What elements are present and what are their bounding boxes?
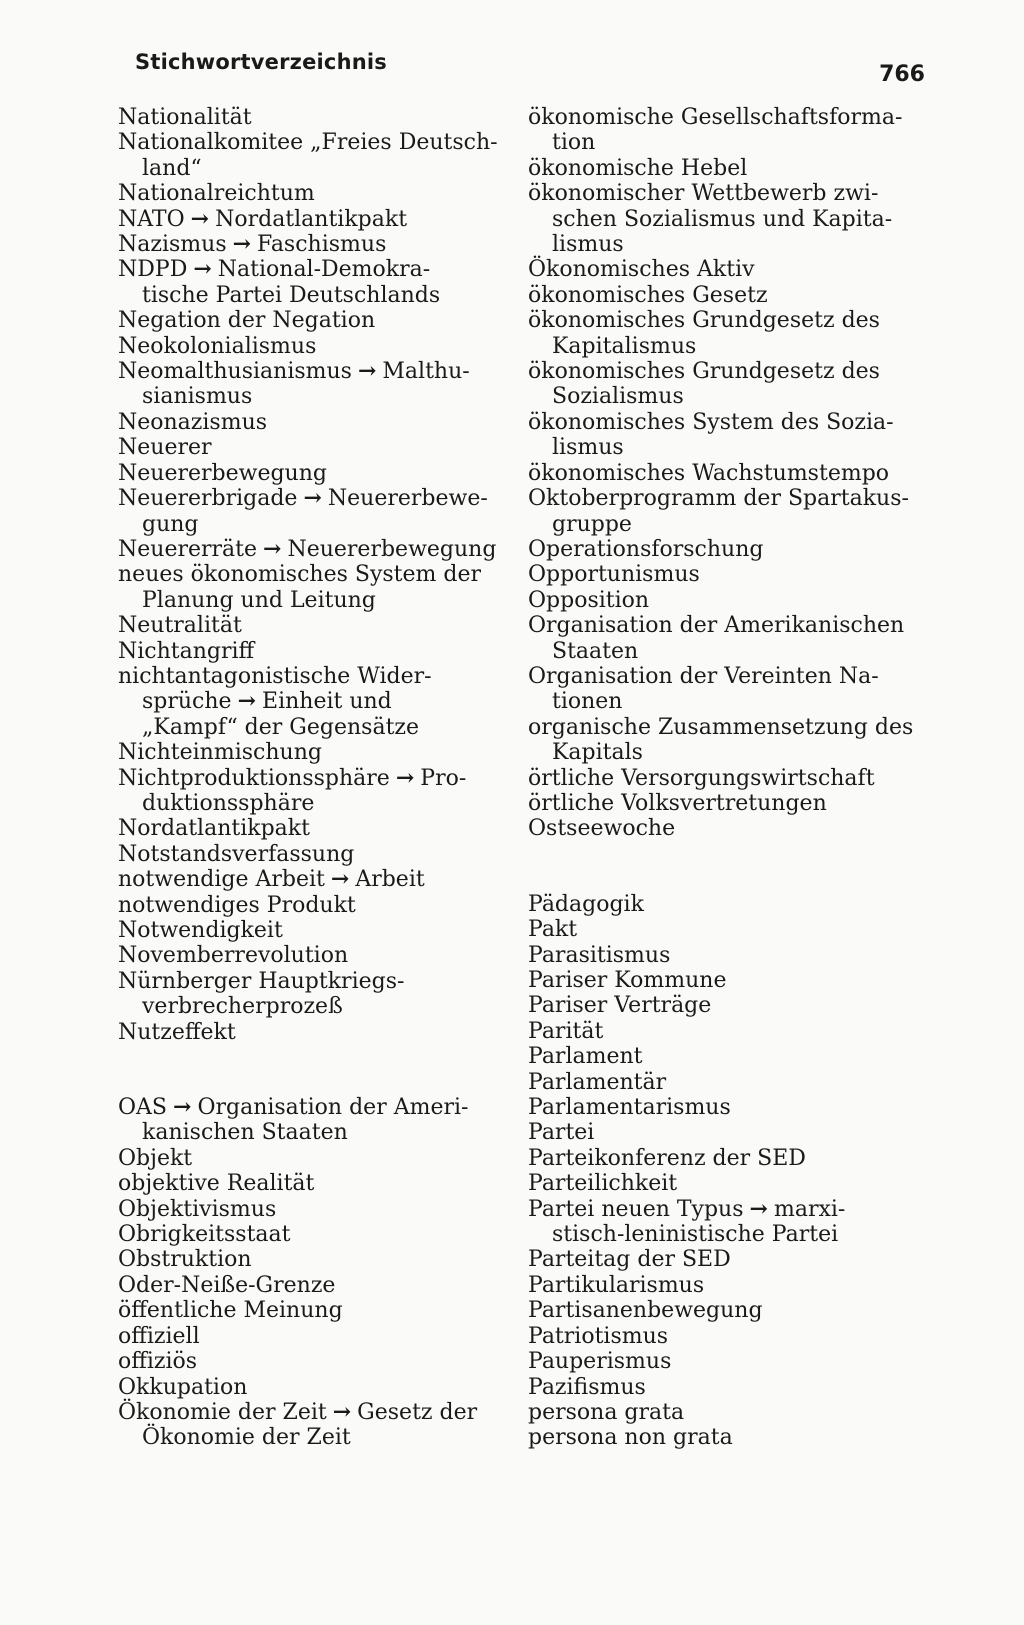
- index-entry: [118, 689, 513, 740]
- entry-continuation: verbrecherprozeß: [142, 994, 343, 1020]
- index-entry: [118, 1400, 513, 1451]
- index-entry: [528, 816, 938, 841]
- index-entry: [528, 791, 938, 816]
- index-entry: [528, 1171, 938, 1196]
- index-entry: [528, 1375, 938, 1400]
- index-entry: [118, 1349, 513, 1374]
- index-entry: [528, 537, 938, 562]
- entry-term: offiziell: [118, 1323, 200, 1349]
- index-entry: [528, 1400, 938, 1425]
- entry-term: Oktoberprogramm der Spartakus-: [528, 486, 909, 512]
- entry-term: Parasitismus: [528, 942, 671, 968]
- index-entry: [528, 257, 938, 282]
- entry-term: Parteilichkeit: [528, 1171, 678, 1197]
- entry-term: Opportunismus: [528, 562, 700, 588]
- index-entry: [528, 410, 938, 461]
- index-entry: [118, 207, 513, 232]
- entry-first-line: [118, 1095, 468, 1120]
- entry-reference: Faschismus: [257, 232, 387, 258]
- entry-term: Neokolonialismus: [118, 333, 317, 359]
- entry-term: Parlament: [528, 1044, 643, 1070]
- entry-term: Oder-Neiße-Grenze: [118, 1272, 336, 1298]
- entry-term: neues ökonomisches System der: [118, 562, 481, 588]
- index-column-left: [118, 105, 513, 1451]
- entry-term: Nichtangriff: [118, 638, 255, 664]
- entry-term: persona grata: [528, 1399, 685, 1425]
- index-entry: [118, 562, 513, 613]
- index-entry: [118, 232, 513, 257]
- entry-term: Pakt: [528, 917, 578, 943]
- entry-term: Nichtproduktionssphäre: [118, 765, 390, 791]
- index-entry: [118, 1197, 513, 1222]
- entry-continuation: Ökonomie der Zeit: [142, 1425, 351, 1451]
- entry-term: ökonomische Gesellschaftsforma-: [528, 105, 903, 130]
- index-entry: [118, 1247, 513, 1272]
- index-entry: [118, 766, 513, 817]
- entry-term: ökonomische Hebel: [528, 155, 748, 181]
- index-entry: [528, 1019, 938, 1044]
- entry-term: objektive Realität: [118, 1171, 315, 1197]
- index-entry: [118, 1298, 513, 1323]
- entry-first-line: [118, 486, 488, 511]
- index-entry: [118, 257, 513, 308]
- index-entry: [118, 918, 513, 943]
- index-entry: [528, 283, 938, 308]
- index-entry: [118, 1222, 513, 1247]
- index-entry: [528, 181, 938, 257]
- entry-reference: Arbeit: [355, 867, 425, 893]
- entry-term: Opposition: [528, 587, 650, 613]
- entry-reference: Organisation der Ameri-: [197, 1095, 469, 1121]
- entry-term: ökonomisches Gesetz: [528, 282, 768, 308]
- entry-reference: marxi-: [773, 1196, 846, 1222]
- index-entry: [528, 105, 938, 156]
- index-entry: [118, 181, 513, 206]
- entry-continuation: Planung und Leitung: [142, 587, 376, 613]
- entry-term: Pädagogik: [528, 891, 644, 917]
- index-entry: [118, 1324, 513, 1349]
- entry-term: Organisation der Amerikanischen: [528, 613, 905, 639]
- index-entry: [528, 917, 938, 942]
- index-entry: [118, 359, 513, 410]
- index-section-o-continued: [528, 105, 938, 842]
- entry-reference: Nordatlantikpakt: [215, 206, 408, 232]
- entry-term: Obstruktion: [118, 1247, 252, 1273]
- see-reference-arrow-icon: →: [193, 256, 212, 283]
- entry-term: Nazismus: [118, 232, 227, 258]
- entry-term: NDPD: [118, 257, 188, 283]
- entry-first-line: [118, 537, 496, 562]
- index-section-n: [118, 105, 513, 1045]
- index-column-right: [528, 105, 938, 1451]
- index-entry: [528, 308, 938, 359]
- entry-continuation: kanischen Staaten: [142, 1120, 348, 1146]
- entry-term: Patriotismus: [528, 1323, 669, 1349]
- entry-term: Pazifismus: [528, 1374, 646, 1400]
- entry-continuation: tische Partei Deutschlands: [142, 282, 441, 308]
- index-entry: [118, 1020, 513, 1045]
- entry-term: Nationalkomitee „Freies Deutsch-: [118, 130, 498, 156]
- see-reference-arrow-icon: →: [303, 485, 322, 512]
- entry-term: OAS: [118, 1095, 167, 1121]
- entry-first-line: [118, 766, 466, 791]
- entry-term: ökonomisches Grundgesetz des: [528, 308, 880, 334]
- entry-term: Objekt: [118, 1145, 193, 1171]
- entry-first-line: [118, 1400, 477, 1425]
- index-entry: [528, 892, 938, 917]
- index-entry: [528, 1324, 938, 1349]
- index-entry: [118, 130, 513, 181]
- entry-term: Ökonomie der Zeit: [118, 1399, 327, 1425]
- entry-term: Pauperismus: [528, 1349, 672, 1375]
- entry-term: persona non grata: [528, 1425, 733, 1451]
- entry-first-line: [118, 867, 425, 892]
- entry-term: Parteitag der SED: [528, 1247, 731, 1273]
- index-entry: [528, 766, 938, 791]
- see-reference-arrow-icon: →: [173, 1094, 192, 1121]
- entry-continuation: duktionssphäre: [142, 790, 315, 816]
- entry-term: Ostseewoche: [528, 816, 676, 842]
- entry-term: Parteikonferenz der SED: [528, 1145, 806, 1171]
- entry-reference: Gesetz der: [357, 1399, 478, 1425]
- entry-term: Neonazismus: [118, 409, 268, 435]
- entry-term: örtliche Volksvertretungen: [528, 790, 827, 816]
- index-entry: [118, 410, 513, 435]
- index-entry: [118, 1146, 513, 1171]
- index-entry: [118, 105, 513, 130]
- section-gap: [528, 842, 938, 892]
- entry-first-line: [118, 359, 470, 384]
- entry-term: Obrigkeitsstaat: [118, 1222, 291, 1248]
- entry-term: Novemberrevolution: [118, 943, 349, 969]
- entry-term: Neuererräte: [118, 536, 258, 562]
- entry-term: Partei neuen Typus: [528, 1196, 744, 1222]
- entry-term: Neutralität: [118, 613, 242, 639]
- entry-continuation: tionen: [552, 689, 623, 715]
- see-reference-arrow-icon: →: [330, 866, 350, 893]
- index-entry: [118, 435, 513, 460]
- entry-term: offiziös: [118, 1349, 198, 1375]
- index-entry: [528, 1197, 938, 1248]
- entry-term: Ökonomisches Aktiv: [528, 257, 755, 283]
- see-reference-arrow-icon: →: [237, 688, 257, 715]
- entry-term: Parlamentarismus: [528, 1095, 731, 1121]
- index-entry: [118, 308, 513, 333]
- entry-reference: Neuererbewe-: [327, 486, 488, 512]
- see-reference-arrow-icon: →: [332, 1398, 352, 1425]
- entry-continuation: Kapitalismus: [552, 333, 697, 359]
- index-entry: [118, 1375, 513, 1400]
- index-entry: [118, 486, 513, 537]
- index-entry: [528, 1044, 938, 1069]
- entry-continuation: gruppe: [552, 511, 632, 537]
- entry-continuation: Sozialismus: [552, 384, 684, 410]
- index-entry: [118, 1171, 513, 1196]
- index-entry: [528, 943, 938, 968]
- index-entry: [528, 562, 938, 587]
- index-entry: [528, 359, 938, 410]
- entry-term: Nichteinmischung: [118, 740, 322, 766]
- entry-reference: Einheit und: [262, 689, 392, 715]
- entry-continuation: sianismus: [142, 384, 253, 410]
- index-entry: [528, 993, 938, 1018]
- index-entry: [528, 1298, 938, 1323]
- entry-term: Parität: [528, 1018, 604, 1044]
- entry-term: organische Zusammensetzung des: [528, 714, 914, 740]
- see-reference-arrow-icon: →: [232, 231, 252, 258]
- section-gap: [118, 1045, 513, 1095]
- entry-term: Nutzeffekt: [118, 1019, 236, 1045]
- entry-term: Nationalität: [118, 105, 252, 130]
- entry-continuation: Kapitals: [552, 740, 643, 766]
- index-entry: [528, 968, 938, 993]
- entry-first-line: [118, 207, 407, 232]
- entry-term: ökonomisches Grundgesetz des: [528, 359, 880, 385]
- entry-term: Pariser Verträge: [528, 993, 712, 1019]
- entry-term: Partikularismus: [528, 1272, 705, 1298]
- index-entry: [528, 715, 938, 766]
- index-entry: [528, 486, 938, 537]
- entry-term: Nordatlantikpakt: [118, 816, 310, 842]
- index-entry: [528, 1146, 938, 1171]
- index-section-o: [118, 1095, 513, 1451]
- entry-term: ökonomischer Wettbewerb zwi-: [528, 181, 879, 207]
- entry-term: Partei: [528, 1120, 595, 1146]
- entry-term: öffentliche Meinung: [118, 1298, 343, 1324]
- entry-reference: National-Demokra-: [217, 257, 431, 283]
- running-head: Stichwortverzeichnis: [135, 50, 387, 74]
- entry-term: Nationalreichtum: [118, 181, 315, 207]
- see-reference-arrow-icon: →: [357, 358, 377, 385]
- entry-reference: Neuererbewegung: [287, 536, 497, 562]
- index-entry: [118, 969, 513, 1020]
- entry-continuation: lismus: [552, 232, 624, 258]
- index-entry: [528, 461, 938, 486]
- entry-term: ökonomisches Wachstumstempo: [528, 460, 890, 486]
- see-reference-arrow-icon: →: [395, 764, 415, 791]
- index-entry: [528, 1425, 938, 1450]
- see-reference-arrow-icon: →: [190, 205, 210, 232]
- entry-continuation: lismus: [552, 435, 624, 461]
- index-entry: [528, 1273, 938, 1298]
- entry-term: Negation der Negation: [118, 308, 376, 334]
- entry-first-line: [118, 689, 513, 714]
- index-entry: [118, 1095, 513, 1146]
- entry-continuation: schen Sozialismus und Kapita-: [552, 206, 893, 232]
- entry-term: Partisanenbewegung: [528, 1298, 763, 1324]
- entry-term: Notstandsverfassung: [118, 841, 355, 867]
- see-reference-arrow-icon: →: [263, 535, 282, 562]
- entry-term: Pariser Kommune: [528, 968, 727, 993]
- index-entry: [528, 1070, 938, 1095]
- entry-term: sprüche: [142, 689, 232, 715]
- entry-term: örtliche Versorgungswirtschaft: [528, 765, 875, 791]
- entry-term: Parlamentär: [528, 1069, 667, 1095]
- index-entry: [118, 740, 513, 765]
- index-entry: [528, 613, 938, 664]
- entry-continuation: Staaten: [552, 638, 639, 664]
- entry-term: Neuererbewegung: [118, 460, 327, 486]
- index-entry: [118, 867, 513, 892]
- entry-term: Neuererbrigade: [118, 486, 298, 512]
- entry-term: Organisation der Vereinten Na-: [528, 663, 879, 689]
- index-entry: [118, 816, 513, 841]
- index-section-p: [528, 892, 938, 1451]
- entry-term: Okkupation: [118, 1374, 248, 1400]
- index-entry: [118, 943, 513, 968]
- index-entry: [118, 639, 513, 664]
- index-entry: [528, 1120, 938, 1145]
- entry-first-line: [118, 232, 386, 257]
- index-entry: [118, 1273, 513, 1298]
- index-entry: [528, 1095, 938, 1120]
- index-entry: [528, 664, 938, 715]
- index-entry: [118, 537, 513, 562]
- entry-continuation: „Kampf“ der Gegensätze: [142, 714, 420, 740]
- index-entry: [528, 588, 938, 613]
- entry-term: Nürnberger Hauptkriegs-: [118, 968, 405, 994]
- entry-term: Neomalthusianismus: [118, 359, 352, 385]
- entry-term: nichtantagonistische Wider-: [118, 663, 432, 689]
- see-reference-arrow-icon: →: [749, 1195, 768, 1222]
- entry-term: NATO: [118, 206, 185, 232]
- entry-continuation: tion: [552, 130, 596, 156]
- page-header: [135, 50, 925, 90]
- index-entry: [528, 156, 938, 181]
- index-entry: [118, 461, 513, 486]
- entry-term: Operationsforschung: [528, 536, 764, 562]
- entry-term: notwendige Arbeit: [118, 867, 325, 893]
- page-number: 766: [879, 62, 925, 87]
- index-entry: [118, 664, 513, 689]
- entry-term: ökonomisches System des Sozia-: [528, 409, 894, 435]
- entry-first-line: [528, 1197, 845, 1222]
- entry-continuation: land“: [142, 155, 202, 181]
- index-entry: [118, 842, 513, 867]
- entry-continuation: stisch-leninistische Partei: [552, 1222, 839, 1248]
- entry-term: Objektivismus: [118, 1196, 277, 1222]
- entry-term: Neuerer: [118, 435, 212, 461]
- index-entry: [528, 1247, 938, 1272]
- entry-term: notwendiges Produkt: [118, 892, 356, 918]
- entry-reference: Malthu-: [382, 359, 470, 385]
- index-entry: [118, 893, 513, 918]
- index-entry: [118, 334, 513, 359]
- entry-continuation: gung: [142, 511, 199, 537]
- entry-term: Notwendigkeit: [118, 918, 283, 943]
- index-entry: [528, 1349, 938, 1374]
- index-entry: [118, 613, 513, 638]
- entry-reference: Pro-: [420, 765, 467, 791]
- entry-first-line: [118, 257, 430, 282]
